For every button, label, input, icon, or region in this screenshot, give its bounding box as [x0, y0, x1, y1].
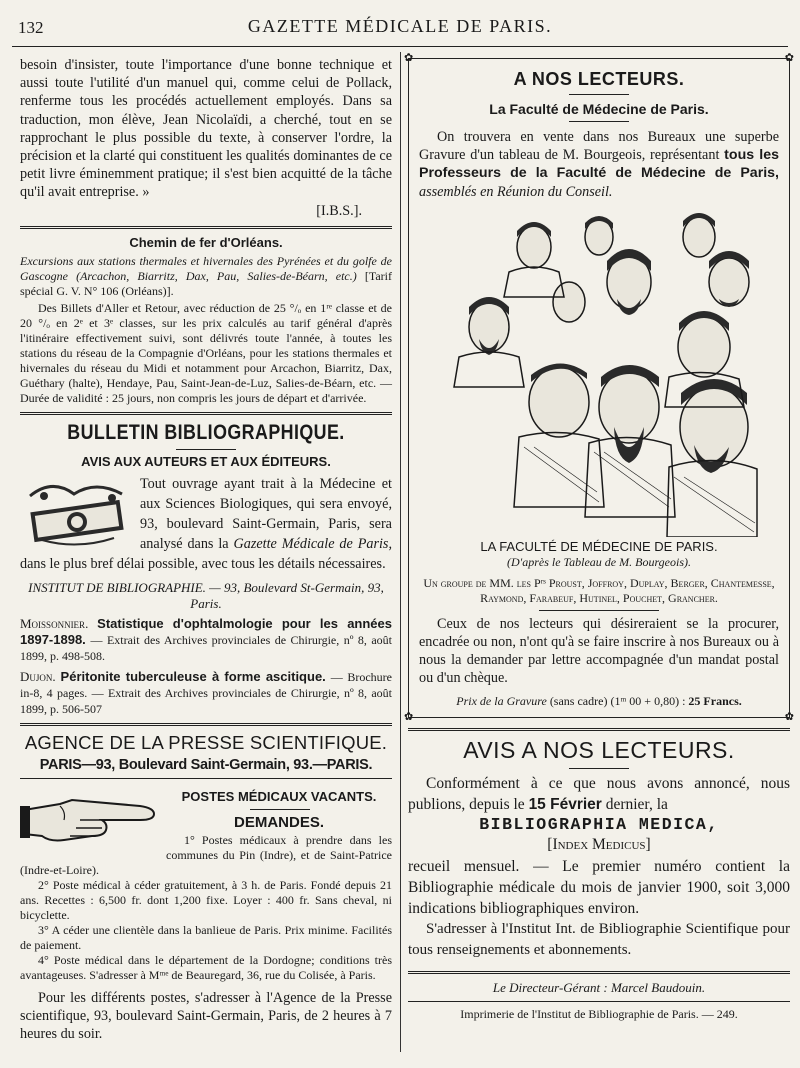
bulletin-subtitle: AVIS AUX AUTEURS ET AUX ÉDITEURS. — [81, 453, 331, 469]
agence-section — [20, 732, 392, 1044]
lecteurs-intro-bold: tous les Professeurs de la Faculté de Médecine de Paris, — [419, 147, 780, 182]
lecteurs-body: Ceux de nos lecteurs qui désireraient se la procurer, encadrée ou non, n'ont qu'à se faire inscrire à nos Bureaux ou à nous la demander par lettre accompagnée d'un mandat postal ou d'un chèque. — [419, 615, 779, 687]
book-ornament-icon — [22, 478, 132, 548]
price-label: Prix de la Gravure — [456, 693, 547, 708]
frame-ornament-icon: ✿ — [784, 710, 794, 723]
left-column — [20, 56, 392, 1043]
orleans-title: Chemin de fer d'Orléans. — [129, 234, 283, 250]
avis-address: S'adresser à l'Institut Int. de Bibliographie Scientifique pour tous renseignements et abonnements. — [408, 920, 790, 958]
title-rule — [250, 809, 310, 810]
avis-section — [408, 737, 790, 961]
lecteurs-frame — [404, 52, 794, 723]
pointing-hand-icon — [20, 790, 160, 850]
agence-address: PARIS—93, Boulevard Saint-Germain, 93.—PARIS. — [39, 756, 373, 773]
agence-rule — [20, 778, 392, 779]
biblio-entry — [20, 616, 392, 664]
professors-list: Un groupe de MM. les Pʳˢ Proust, Joffroy, Duplay, Berger, Chantemesse, Raymond, Farabeuf, Hutinel, Pouchet, Grancher. — [423, 575, 775, 605]
poste-item: 3° A céder une clientèle dans la banlieue de Paris. Prix minime. Facilités de paiement. — [20, 922, 392, 952]
title-rule — [569, 94, 629, 95]
imprimerie-line: Imprimerie de l'Institut de Bibliographie de Paris. — 249. — [460, 1006, 738, 1021]
bulletin-body-text: Tout ouvrage ayant trait à la Médecine et aux Sciences Biologiques, qui sera envoyé, 93, boulevard Saint-Germain, Paris, sera analysé dans la — [140, 475, 392, 552]
orleans-notice — [20, 235, 392, 406]
agence-closing: Pour les différents postes, s'adresser à l'Agence de la Presse scientifique, 93, boulevard Saint-Germain, Paris, de 2 heures à 7 heures du soir. — [20, 989, 392, 1043]
entry-title: Statistique d'ophtalmologie pour les années 1897-1898. — [20, 615, 392, 647]
avis-intro-text: Conformément à ce que nous avons annoncé, nous publions, depuis le — [408, 774, 790, 813]
header-rule — [12, 46, 788, 47]
lecteurs-title: A NOS LECTEURS. — [513, 69, 685, 89]
publication-subtitle: [Index Medicus] — [547, 835, 651, 853]
bulletin-body-end: dans le plus bref délai possible, avec tous les détails nécessaires. — [20, 555, 386, 572]
frame-ornament-icon: ✿ — [784, 52, 794, 64]
column-divider — [400, 52, 401, 1052]
section-divider — [20, 723, 392, 726]
bulletin-title: BULLETIN BIBLIOGRAPHIQUE. — [67, 420, 345, 444]
avis-body: recueil mensuel. — Le premier numéro contient la Bibliographie médicale du mois de janvier 1900, soit 3,000 indications bibliographiques environ. — [408, 857, 790, 917]
right-column — [404, 52, 794, 1022]
page-number: 132 — [18, 18, 44, 37]
review-signature: [I.B.S.]. — [316, 202, 362, 219]
section-divider — [20, 412, 392, 415]
section-divider — [20, 226, 392, 229]
postes-heading: POSTES MÉDICAUX VACANTS. — [181, 788, 377, 804]
title-rule — [176, 449, 236, 450]
caption-rule — [539, 610, 659, 611]
price-detail: (sans cadre) (1ᵐ 00 + 0,80) : — [549, 693, 686, 708]
bulletin-section — [20, 421, 392, 717]
entry-reference: — Brochure in-8, 4 pages. — Extrait des Archives provinciales de Chirurgie, nº 8, août 1899, p. 506-507 — [20, 669, 393, 716]
title-rule — [569, 768, 629, 769]
title-rule — [569, 121, 629, 122]
frame-ornament-icon: ✿ — [404, 710, 414, 723]
avis-intro — [408, 773, 790, 815]
avis-intro-end: dernier, la — [605, 795, 668, 813]
page-header — [12, 14, 788, 44]
entry-author: Dujon. — [20, 668, 56, 684]
lecteurs-intro-end: assemblés en Réunion du Conseil. — [419, 183, 613, 200]
price-value: 25 Francs. — [688, 693, 742, 708]
publication-title: BIBLIOGRAPHIA MEDICA, — [479, 814, 719, 834]
avis-date: 15 Février — [528, 795, 602, 813]
institut-address: INSTITUT DE BIBLIOGRAPHIE. — 93, Boulevard St-Germain, 93, Paris. — [28, 579, 384, 611]
lecteurs-intro — [419, 128, 779, 201]
faculty-engraving-image — [439, 207, 759, 537]
bulletin-journal: Gazette Médicale de Paris, — [233, 535, 392, 552]
demandes-heading: DEMANDES. — [233, 813, 324, 831]
poste-item: 1° Postes médicaux à prendre dans les communes du Pin (Indre), et de Saint-Patrice (Indre-et-Loire). — [20, 832, 392, 877]
orleans-subtitle — [20, 254, 392, 299]
poste-item: 2° Poste médical à céder gratuitement, à 3 h. de Paris. Fondé depuis 21 ans. Recettes : 6,500 fr. dont 1,200 fixe. Loyer : 400 fr. Sans cheval, ni bicyclette. — [20, 877, 392, 922]
lecteurs-intro-text: On trouvera en vente dans nos Bureaux une superbe Gravure d'un tableau de M. Bourgeois, représentant — [419, 129, 779, 164]
entry-title: Péritonite tuberculeuse à forme ascitique. — [60, 668, 326, 684]
agence-title: AGENCE DE LA PRESSE SCIENTIFIQUE. — [24, 731, 388, 753]
poste-item: 4° Poste médical dans le département de la Dordogne; conditions très avantageuses. S'adresser à Mᵐᵉ de Beauregard, 36, rue du Colisée, à Paris. — [20, 952, 392, 982]
frame-ornament-icon: ✿ — [404, 52, 414, 64]
orleans-body: Des Billets d'Aller et Retour, avec réduction de 25 °/ₒ en 1ʳᵉ classe et de 20 °/ₒ en 2ᵉ et 3ᵉ classes, sur les prix calculés au tarif général d'après l'itinéraire effectivement suivi, sont délivrés toute l'année, à toutes les stations du réseau de la Compagnie d'Orléans, pour les stations thermales et hivernales du réseau du Midi et notamment pour Arcachon, Biarritz, Dax, Guéthary (halte), Hendaye, Pau, Saint-Jean-de-Luz, Salies-de-Béarn, etc. — Durée de validité : 25 jours, non compris les jours de départ et d'arrivée. — [20, 300, 392, 405]
section-divider — [408, 728, 790, 731]
orleans-tarif: [Tarif spécial G. V. N° 106 (Orléans)]. — [20, 268, 392, 298]
footer-rule — [408, 1001, 790, 1002]
lecteurs-subtitle: La Faculté de Médecine de Paris. — [489, 101, 709, 117]
orleans-subtitle-text: Excursions aux stations thermales et hivernales des Pyrénées et du golfe de Gascogne (Arcachon, Biarritz, Dax, Pau, Salies-de-Béarn, etc.) — [20, 253, 392, 283]
journal-title: GAZETTE MÉDICALE DE PARIS. — [247, 16, 553, 36]
directeur-gerant: Le Directeur-Gérant : Marcel Baudouin. — [492, 979, 706, 995]
entry-author: Moissonnier. — [20, 615, 89, 631]
biblio-entry — [20, 669, 392, 717]
gravure-price — [419, 694, 779, 709]
entry-reference: — Extrait des Archives provinciales de Chirurgie, nº 8, août 1899, p. 498-508. — [20, 632, 392, 663]
engraving-credit: (D'après le Tableau de M. Bourgeois). — [507, 554, 691, 569]
section-divider — [408, 971, 790, 974]
review-continuation: besoin d'insister, toute l'importance d'une bonne technique et aussi toute l'utilité d'un manuel qui, comme celui de Pollack, renferme tous les procédés actuellement employés. Dans sa traduction, mon élève, Jean Nicolaïdi, a cherché, tout en se rapprochant le plus possible du texte, à conserver l'ordre, la précision et la clarté qui constituent les qualités dominantes de ce petit livre éminemment pratique; il s'est bien acquitté de la tâche qu'il avait entreprise. » — [20, 57, 392, 201]
avis-title: AVIS A NOS LECTEURS. — [463, 736, 735, 763]
engraving-caption: LA FACULTÉ DE MÉDECINE DE PARIS. — [480, 538, 718, 554]
